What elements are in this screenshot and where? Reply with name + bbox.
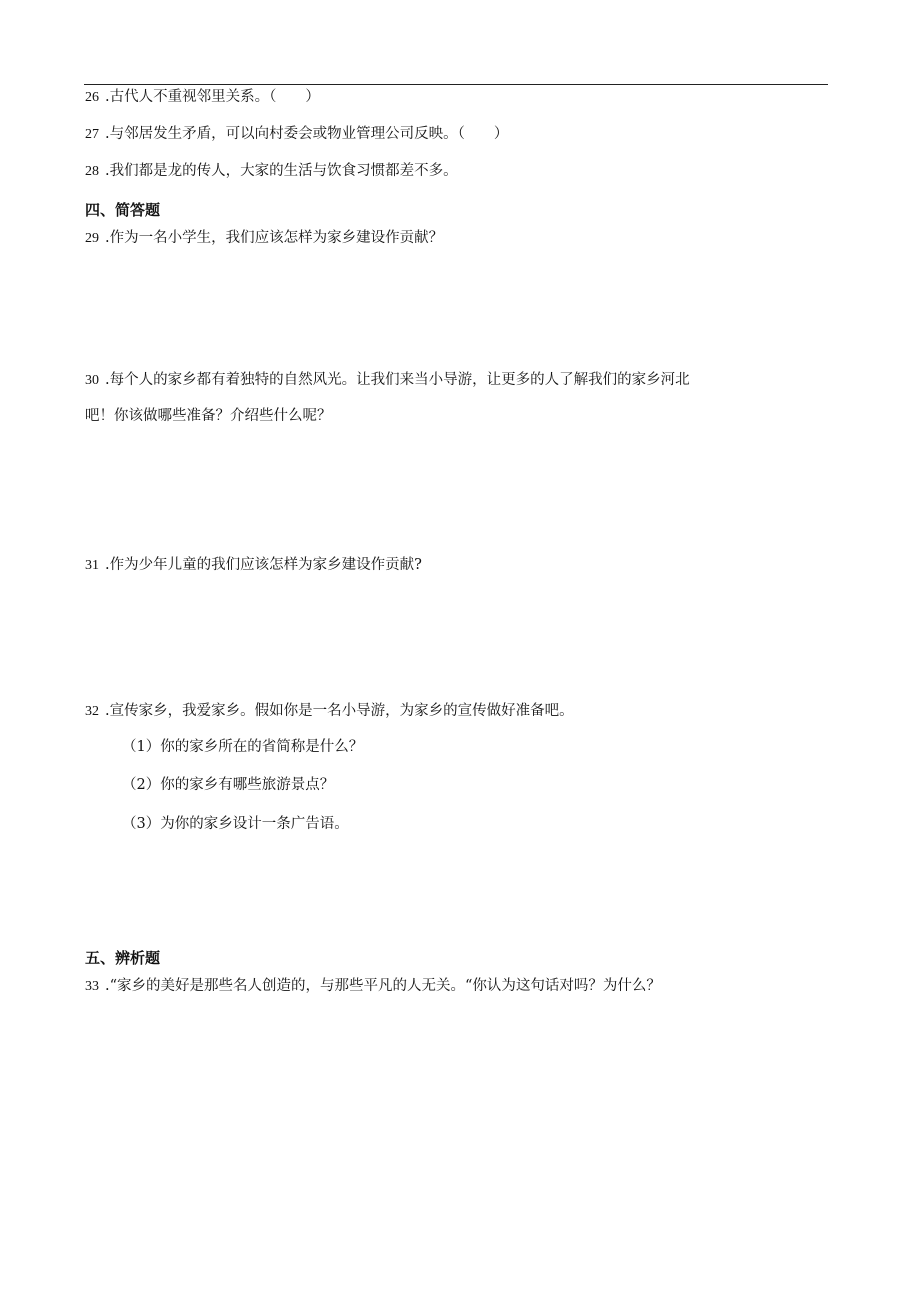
sub-question-3: （3）为你的家乡设计一条广告语。 <box>122 816 349 832</box>
question-number: 33 <box>85 979 99 994</box>
question-29 <box>85 228 443 249</box>
question-26 <box>85 87 320 108</box>
question-32 <box>85 701 574 722</box>
question-text: 吧！你该做哪些准备？介绍些什么呢？ <box>85 408 332 424</box>
question-30 <box>85 370 690 391</box>
question-28 <box>85 161 458 182</box>
question-text: 宣传家乡，我爱家乡。假如你是一名小导游，为家乡的宣传做好准备吧。 <box>109 703 574 719</box>
question-dot: . <box>105 230 110 246</box>
question-dot: . <box>105 557 110 573</box>
question-dot: . <box>105 703 110 719</box>
question-dot: . <box>105 126 110 142</box>
sub-question-1: （1）你的家乡所在的省简称是什么？ <box>122 739 364 755</box>
question-33 <box>85 976 661 997</box>
question-number: 29 <box>85 231 99 246</box>
section-heading-short-answer: 四、简答题 <box>85 201 161 219</box>
question-31 <box>85 555 422 576</box>
section-heading-analysis: 五、辨析题 <box>85 949 161 967</box>
question-text: 与邻居发生矛盾，可以向村委会或物业管理公司反映。（ ） <box>109 126 509 142</box>
question-number: 28 <box>85 164 99 179</box>
question-number: 32 <box>85 704 99 719</box>
question-dot: . <box>105 978 110 994</box>
question-30-continued <box>85 406 332 426</box>
question-number: 27 <box>85 127 99 142</box>
question-number: 26 <box>85 90 99 105</box>
question-text: 古代人不重视邻里关系。（ ） <box>109 89 320 105</box>
question-27 <box>85 124 508 145</box>
question-text: 每个人的家乡都有着独特的自然风光。让我们来当小导游，让更多的人了解我们的家乡河北 <box>109 372 690 388</box>
question-number: 30 <box>85 373 99 388</box>
question-dot: . <box>105 163 110 179</box>
sub-question-2: （2）你的家乡有哪些旅游景点？ <box>122 777 335 793</box>
question-dot: . <box>105 372 110 388</box>
question-text: 我们都是龙的传人，大家的生活与饮食习惯都差不多。 <box>109 163 458 179</box>
question-number: 31 <box>85 558 99 573</box>
header-rule <box>84 84 828 85</box>
question-text: 作为少年儿童的我们应该怎样为家乡建设作贡献? <box>109 557 422 573</box>
question-text: “家乡的美好是那些名人创造的，与那些平凡的人无关。“你认为这句话对吗？为什么？ <box>109 978 661 994</box>
question-dot: . <box>105 89 110 105</box>
question-text: 作为一名小学生，我们应该怎样为家乡建设作贡献？ <box>109 230 444 246</box>
